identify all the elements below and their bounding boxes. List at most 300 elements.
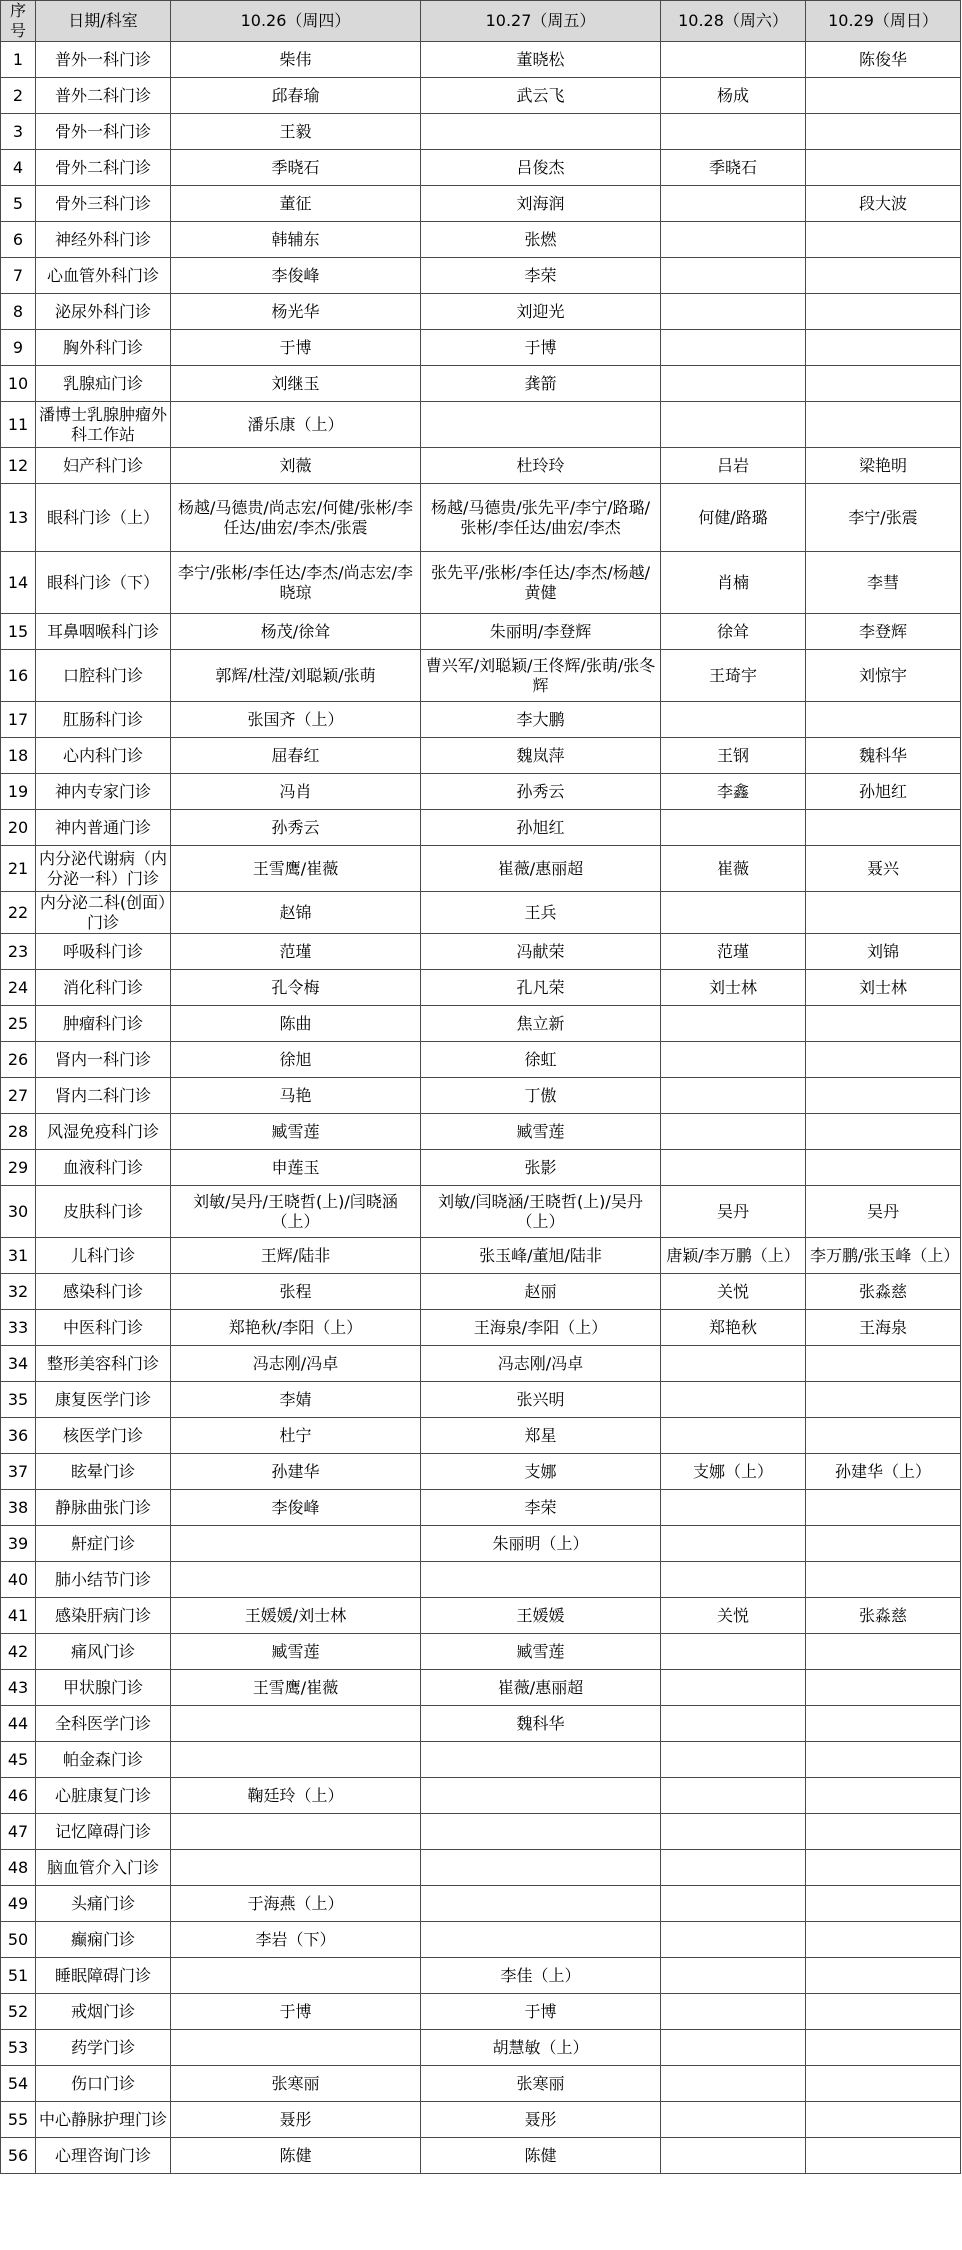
schedule-1026: 韩辅东 (171, 222, 421, 258)
row-index: 23 (1, 934, 36, 970)
department-name: 眩晕门诊 (36, 1454, 171, 1490)
schedule-1029 (806, 1346, 961, 1382)
schedule-1029 (806, 222, 961, 258)
department-name: 肿瘤科门诊 (36, 1006, 171, 1042)
schedule-1028 (661, 1382, 806, 1418)
schedule-1027: 张影 (421, 1150, 661, 1186)
schedule-1026: 李婧 (171, 1382, 421, 1418)
schedule-1029: 孙建华（上） (806, 1454, 961, 1490)
schedule-1026 (171, 1814, 421, 1850)
schedule-1028 (661, 1078, 806, 1114)
schedule-1028 (661, 222, 806, 258)
schedule-1026: 杨越/马德贵/尚志宏/何健/张彬/李任达/曲宏/李杰/张震 (171, 484, 421, 552)
schedule-1029 (806, 1814, 961, 1850)
schedule-1026: 冯肖 (171, 774, 421, 810)
schedule-1028: 关悦 (661, 1598, 806, 1634)
schedule-1029 (806, 1418, 961, 1454)
department-name: 眼科门诊（下） (36, 552, 171, 614)
schedule-1029 (806, 892, 961, 934)
schedule-1029 (806, 366, 961, 402)
row-index: 9 (1, 330, 36, 366)
schedule-1027: 董晓松 (421, 42, 661, 78)
schedule-1029: 聂兴 (806, 846, 961, 892)
schedule-1027: 王媛媛 (421, 1598, 661, 1634)
schedule-1029 (806, 1382, 961, 1418)
schedule-1026: 王媛媛/刘士林 (171, 1598, 421, 1634)
schedule-1026 (171, 1850, 421, 1886)
table-row (1, 1562, 961, 1598)
schedule-1027: 朱丽明（上） (421, 1526, 661, 1562)
row-index: 37 (1, 1454, 36, 1490)
schedule-1027: 张寒丽 (421, 2066, 661, 2102)
schedule-1028 (661, 1150, 806, 1186)
schedule-1026: 于博 (171, 330, 421, 366)
schedule-1029 (806, 1006, 961, 1042)
department-name: 痛风门诊 (36, 1634, 171, 1670)
row-index: 25 (1, 1006, 36, 1042)
schedule-1027: 臧雪莲 (421, 1114, 661, 1150)
schedule-1029 (806, 1742, 961, 1778)
department-name: 康复医学门诊 (36, 1382, 171, 1418)
schedule-1026: 潘乐康（上） (171, 402, 421, 448)
table-row (1, 150, 961, 186)
department-name: 乳腺疝门诊 (36, 366, 171, 402)
schedule-1028 (661, 1490, 806, 1526)
department-name: 骨外一科门诊 (36, 114, 171, 150)
department-name: 中医科门诊 (36, 1310, 171, 1346)
table-row (1, 1238, 961, 1274)
schedule-1029 (806, 1114, 961, 1150)
schedule-1028: 李鑫 (661, 774, 806, 810)
schedule-1028: 王钢 (661, 738, 806, 774)
table-row (1, 970, 961, 1006)
row-index: 47 (1, 1814, 36, 1850)
schedule-1026: 陈健 (171, 2138, 421, 2174)
schedule-1028: 吴丹 (661, 1186, 806, 1238)
department-name: 神内专家门诊 (36, 774, 171, 810)
table-row (1, 1706, 961, 1742)
department-name: 呼吸科门诊 (36, 934, 171, 970)
schedule-1029 (806, 1994, 961, 2030)
schedule-1029 (806, 2102, 961, 2138)
table-row (1, 2138, 961, 2174)
schedule-1028 (661, 1418, 806, 1454)
schedule-1028: 徐耸 (661, 614, 806, 650)
table-row (1, 1814, 961, 1850)
department-name: 儿科门诊 (36, 1238, 171, 1274)
schedule-1028 (661, 1742, 806, 1778)
department-name: 戒烟门诊 (36, 1994, 171, 2030)
department-name: 肛肠科门诊 (36, 702, 171, 738)
schedule-1029: 李登辉 (806, 614, 961, 650)
schedule-1029 (806, 1706, 961, 1742)
schedule-1027: 李荣 (421, 1490, 661, 1526)
schedule-1027: 魏科华 (421, 1706, 661, 1742)
schedule-1026: 杜宁 (171, 1418, 421, 1454)
schedule-1029: 段大波 (806, 186, 961, 222)
schedule-1027: 魏岚萍 (421, 738, 661, 774)
department-name: 心理咨询门诊 (36, 2138, 171, 2174)
table-row (1, 78, 961, 114)
department-name: 潘博士乳腺肿瘤外科工作站 (36, 402, 171, 448)
row-index: 51 (1, 1958, 36, 1994)
schedule-1026: 杨光华 (171, 294, 421, 330)
schedule-1028: 季晓石 (661, 150, 806, 186)
header-date-1026: 10.26（周四） (171, 1, 421, 42)
row-index: 54 (1, 2066, 36, 2102)
schedule-1026 (171, 1958, 421, 1994)
schedule-1027: 刘迎光 (421, 294, 661, 330)
row-index: 1 (1, 42, 36, 78)
department-name: 泌尿外科门诊 (36, 294, 171, 330)
table-row (1, 1526, 961, 1562)
schedule-1027 (421, 1886, 661, 1922)
schedule-1029 (806, 1922, 961, 1958)
schedule-1027: 李荣 (421, 258, 661, 294)
table-row (1, 1114, 961, 1150)
schedule-1027: 冯志刚/冯卓 (421, 1346, 661, 1382)
schedule-1029: 魏科华 (806, 738, 961, 774)
schedule-1027: 杜玲玲 (421, 448, 661, 484)
schedule-1026: 孙秀云 (171, 810, 421, 846)
table-row (1, 2030, 961, 2066)
schedule-1027: 武云飞 (421, 78, 661, 114)
department-name: 消化科门诊 (36, 970, 171, 1006)
schedule-1029 (806, 402, 961, 448)
schedule-1026: 王辉/陆非 (171, 1238, 421, 1274)
table-row (1, 1346, 961, 1382)
schedule-1029: 李宁/张震 (806, 484, 961, 552)
department-name: 肾内一科门诊 (36, 1042, 171, 1078)
row-index: 49 (1, 1886, 36, 1922)
schedule-1028: 唐颖/李万鹏（上） (661, 1238, 806, 1274)
table-row (1, 1598, 961, 1634)
department-name: 感染科门诊 (36, 1274, 171, 1310)
row-index: 48 (1, 1850, 36, 1886)
row-index: 6 (1, 222, 36, 258)
table-row (1, 1454, 961, 1490)
row-index: 53 (1, 2030, 36, 2066)
row-index: 14 (1, 552, 36, 614)
table-row (1, 1778, 961, 1814)
department-name: 帕金森门诊 (36, 1742, 171, 1778)
table-row (1, 1078, 961, 1114)
department-name: 静脉曲张门诊 (36, 1490, 171, 1526)
schedule-1027: 吕俊杰 (421, 150, 661, 186)
schedule-1029 (806, 294, 961, 330)
schedule-1029 (806, 78, 961, 114)
schedule-1029: 刘惊宇 (806, 650, 961, 702)
row-index: 55 (1, 2102, 36, 2138)
schedule-1026: 王雪鹰/崔薇 (171, 846, 421, 892)
schedule-1026: 范瑾 (171, 934, 421, 970)
department-name: 睡眠障碍门诊 (36, 1958, 171, 1994)
schedule-1026: 于海燕（上） (171, 1886, 421, 1922)
schedule-1028 (661, 1814, 806, 1850)
table-row (1, 846, 961, 892)
row-index: 22 (1, 892, 36, 934)
row-index: 7 (1, 258, 36, 294)
schedule-1029 (806, 330, 961, 366)
schedule-1027: 李佳（上） (421, 1958, 661, 1994)
schedule-1027: 臧雪莲 (421, 1634, 661, 1670)
schedule-1029 (806, 258, 961, 294)
schedule-1028 (661, 810, 806, 846)
table-row (1, 1670, 961, 1706)
row-index: 26 (1, 1042, 36, 1078)
header-row (1, 1, 961, 42)
schedule-1028 (661, 1958, 806, 1994)
row-index: 46 (1, 1778, 36, 1814)
row-index: 16 (1, 650, 36, 702)
schedule-1027: 刘海润 (421, 186, 661, 222)
schedule-1026: 屈春红 (171, 738, 421, 774)
schedule-1027: 于博 (421, 1994, 661, 2030)
schedule-1027: 龚箭 (421, 366, 661, 402)
schedule-1026: 臧雪莲 (171, 1114, 421, 1150)
schedule-1029: 李彗 (806, 552, 961, 614)
schedule-1028 (661, 258, 806, 294)
schedule-1027 (421, 1778, 661, 1814)
table-row (1, 402, 961, 448)
schedule-1029 (806, 1634, 961, 1670)
department-name: 神内普通门诊 (36, 810, 171, 846)
schedule-1026: 刘敏/吴丹/王晓哲(上)/闫晓涵（上） (171, 1186, 421, 1238)
schedule-1028: 崔薇 (661, 846, 806, 892)
table-row (1, 448, 961, 484)
schedule-1026: 鞠廷玲（上） (171, 1778, 421, 1814)
schedule-1028 (661, 330, 806, 366)
schedule-1026 (171, 1742, 421, 1778)
schedule-1028 (661, 1562, 806, 1598)
schedule-1027: 孙旭红 (421, 810, 661, 846)
header-date-dept: 日期/科室 (36, 1, 171, 42)
department-name: 血液科门诊 (36, 1150, 171, 1186)
schedule-1027 (421, 1814, 661, 1850)
row-index: 38 (1, 1490, 36, 1526)
schedule-1028 (661, 186, 806, 222)
schedule-1027 (421, 1562, 661, 1598)
table-row (1, 366, 961, 402)
schedule-1029 (806, 1886, 961, 1922)
schedule-1029 (806, 1958, 961, 1994)
schedule-1028 (661, 1886, 806, 1922)
schedule-1028 (661, 1346, 806, 1382)
row-index: 41 (1, 1598, 36, 1634)
row-index: 32 (1, 1274, 36, 1310)
table-row (1, 810, 961, 846)
department-name: 全科医学门诊 (36, 1706, 171, 1742)
schedule-1027: 崔薇/惠丽超 (421, 1670, 661, 1706)
row-index: 44 (1, 1706, 36, 1742)
row-index: 36 (1, 1418, 36, 1454)
row-index: 52 (1, 1994, 36, 2030)
schedule-1026: 申莲玉 (171, 1150, 421, 1186)
schedule-1027: 孙秀云 (421, 774, 661, 810)
schedule-1026: 于博 (171, 1994, 421, 2030)
schedule-1029: 刘锦 (806, 934, 961, 970)
table-row (1, 1490, 961, 1526)
schedule-1028 (661, 702, 806, 738)
schedule-1027: 丁傲 (421, 1078, 661, 1114)
row-index: 4 (1, 150, 36, 186)
schedule-1026: 杨茂/徐耸 (171, 614, 421, 650)
schedule-1026: 董征 (171, 186, 421, 222)
table-row (1, 934, 961, 970)
schedule-1026: 张程 (171, 1274, 421, 1310)
header-index: 序号 (1, 1, 36, 42)
schedule-1027 (421, 114, 661, 150)
schedule-1029 (806, 1850, 961, 1886)
table-row (1, 650, 961, 702)
table-row (1, 1994, 961, 2030)
department-name: 风湿免疫科门诊 (36, 1114, 171, 1150)
schedule-1028 (661, 1994, 806, 2030)
schedule-1028 (661, 366, 806, 402)
department-name: 口腔科门诊 (36, 650, 171, 702)
schedule-1026: 徐旭 (171, 1042, 421, 1078)
schedule-1027 (421, 1850, 661, 1886)
schedule-1027 (421, 402, 661, 448)
header-date-1029: 10.29（周日） (806, 1, 961, 42)
schedule-1027: 于博 (421, 330, 661, 366)
table-row (1, 1274, 961, 1310)
department-name: 中心静脉护理门诊 (36, 2102, 171, 2138)
table-row (1, 1150, 961, 1186)
schedule-1027: 陈健 (421, 2138, 661, 2174)
table-row (1, 774, 961, 810)
schedule-1026: 张国齐（上） (171, 702, 421, 738)
schedule-1027: 王兵 (421, 892, 661, 934)
schedule-1029: 孙旭红 (806, 774, 961, 810)
department-name: 脑血管介入门诊 (36, 1850, 171, 1886)
schedule-1026: 邱春瑜 (171, 78, 421, 114)
schedule-1027: 刘敏/闫晓涵/王晓哲(上)/吴丹（上） (421, 1186, 661, 1238)
department-name: 肺小结节门诊 (36, 1562, 171, 1598)
table-row (1, 222, 961, 258)
schedule-1026 (171, 2030, 421, 2066)
schedule-1028: 支娜（上） (661, 1454, 806, 1490)
row-index: 20 (1, 810, 36, 846)
schedule-1028 (661, 2102, 806, 2138)
department-name: 感染肝病门诊 (36, 1598, 171, 1634)
table-row (1, 186, 961, 222)
schedule-1029: 刘士林 (806, 970, 961, 1006)
schedule-1026 (171, 1526, 421, 1562)
schedule-1027 (421, 1742, 661, 1778)
department-name: 心内科门诊 (36, 738, 171, 774)
schedule-1026: 刘薇 (171, 448, 421, 484)
department-name: 普外二科门诊 (36, 78, 171, 114)
department-name: 癫痫门诊 (36, 1922, 171, 1958)
row-index: 11 (1, 402, 36, 448)
department-name: 神经外科门诊 (36, 222, 171, 258)
schedule-1026: 李岩（下） (171, 1922, 421, 1958)
row-index: 45 (1, 1742, 36, 1778)
department-name: 普外一科门诊 (36, 42, 171, 78)
row-index: 19 (1, 774, 36, 810)
row-index: 43 (1, 1670, 36, 1706)
table-row (1, 702, 961, 738)
schedule-1029 (806, 1078, 961, 1114)
schedule-1029 (806, 1042, 961, 1078)
table-row (1, 42, 961, 78)
schedule-1026: 孙建华 (171, 1454, 421, 1490)
header-date-1027: 10.27（周五） (421, 1, 661, 42)
table-row (1, 738, 961, 774)
schedule-1028: 王琦宇 (661, 650, 806, 702)
schedule-1027: 张先平/张彬/李任达/李杰/杨越/黄健 (421, 552, 661, 614)
department-name: 头痛门诊 (36, 1886, 171, 1922)
department-name: 整形美容科门诊 (36, 1346, 171, 1382)
schedule-1028 (661, 1634, 806, 1670)
schedule-1026: 张寒丽 (171, 2066, 421, 2102)
table-row (1, 330, 961, 366)
department-name: 记忆障碍门诊 (36, 1814, 171, 1850)
table-row (1, 614, 961, 650)
schedule-1028 (661, 1526, 806, 1562)
schedule-1028 (661, 1778, 806, 1814)
schedule-1028 (661, 1922, 806, 1958)
row-index: 31 (1, 1238, 36, 1274)
schedule-1028 (661, 1670, 806, 1706)
department-name: 眼科门诊（上） (36, 484, 171, 552)
row-index: 15 (1, 614, 36, 650)
schedule-1026: 季晓石 (171, 150, 421, 186)
row-index: 30 (1, 1186, 36, 1238)
schedule-1029 (806, 2138, 961, 2174)
department-name: 心血管外科门诊 (36, 258, 171, 294)
schedule-1027: 曹兴军/刘聪颖/王佟辉/张萌/张冬辉 (421, 650, 661, 702)
schedule-1027: 王海泉/李阳（上） (421, 1310, 661, 1346)
schedule-1028 (661, 294, 806, 330)
department-name: 药学门诊 (36, 2030, 171, 2066)
row-index: 2 (1, 78, 36, 114)
schedule-1028: 刘士林 (661, 970, 806, 1006)
schedule-1027: 聂彤 (421, 2102, 661, 2138)
row-index: 5 (1, 186, 36, 222)
schedule-1028: 何健/路璐 (661, 484, 806, 552)
schedule-1026: 郭辉/杜滢/刘聪颖/张萌 (171, 650, 421, 702)
schedule-1028: 杨成 (661, 78, 806, 114)
schedule-1028 (661, 2066, 806, 2102)
row-index: 27 (1, 1078, 36, 1114)
schedule-1028 (661, 892, 806, 934)
schedule-1029 (806, 1490, 961, 1526)
schedule-1026: 王雪鹰/崔薇 (171, 1670, 421, 1706)
schedule-1029: 陈俊华 (806, 42, 961, 78)
schedule-1028 (661, 1042, 806, 1078)
schedule-1028: 郑艳秋 (661, 1310, 806, 1346)
row-index: 13 (1, 484, 36, 552)
row-index: 28 (1, 1114, 36, 1150)
schedule-1028 (661, 2030, 806, 2066)
schedule-1029 (806, 2030, 961, 2066)
schedule-1028 (661, 402, 806, 448)
schedule-1026 (171, 1706, 421, 1742)
schedule-1029 (806, 1526, 961, 1562)
row-index: 50 (1, 1922, 36, 1958)
schedule-1028 (661, 1706, 806, 1742)
schedule-1029 (806, 1778, 961, 1814)
department-name: 皮肤科门诊 (36, 1186, 171, 1238)
row-index: 12 (1, 448, 36, 484)
row-index: 18 (1, 738, 36, 774)
schedule-1027 (421, 1922, 661, 1958)
table-row (1, 1382, 961, 1418)
department-name: 内分泌二科(创面）门诊 (36, 892, 171, 934)
row-index: 29 (1, 1150, 36, 1186)
